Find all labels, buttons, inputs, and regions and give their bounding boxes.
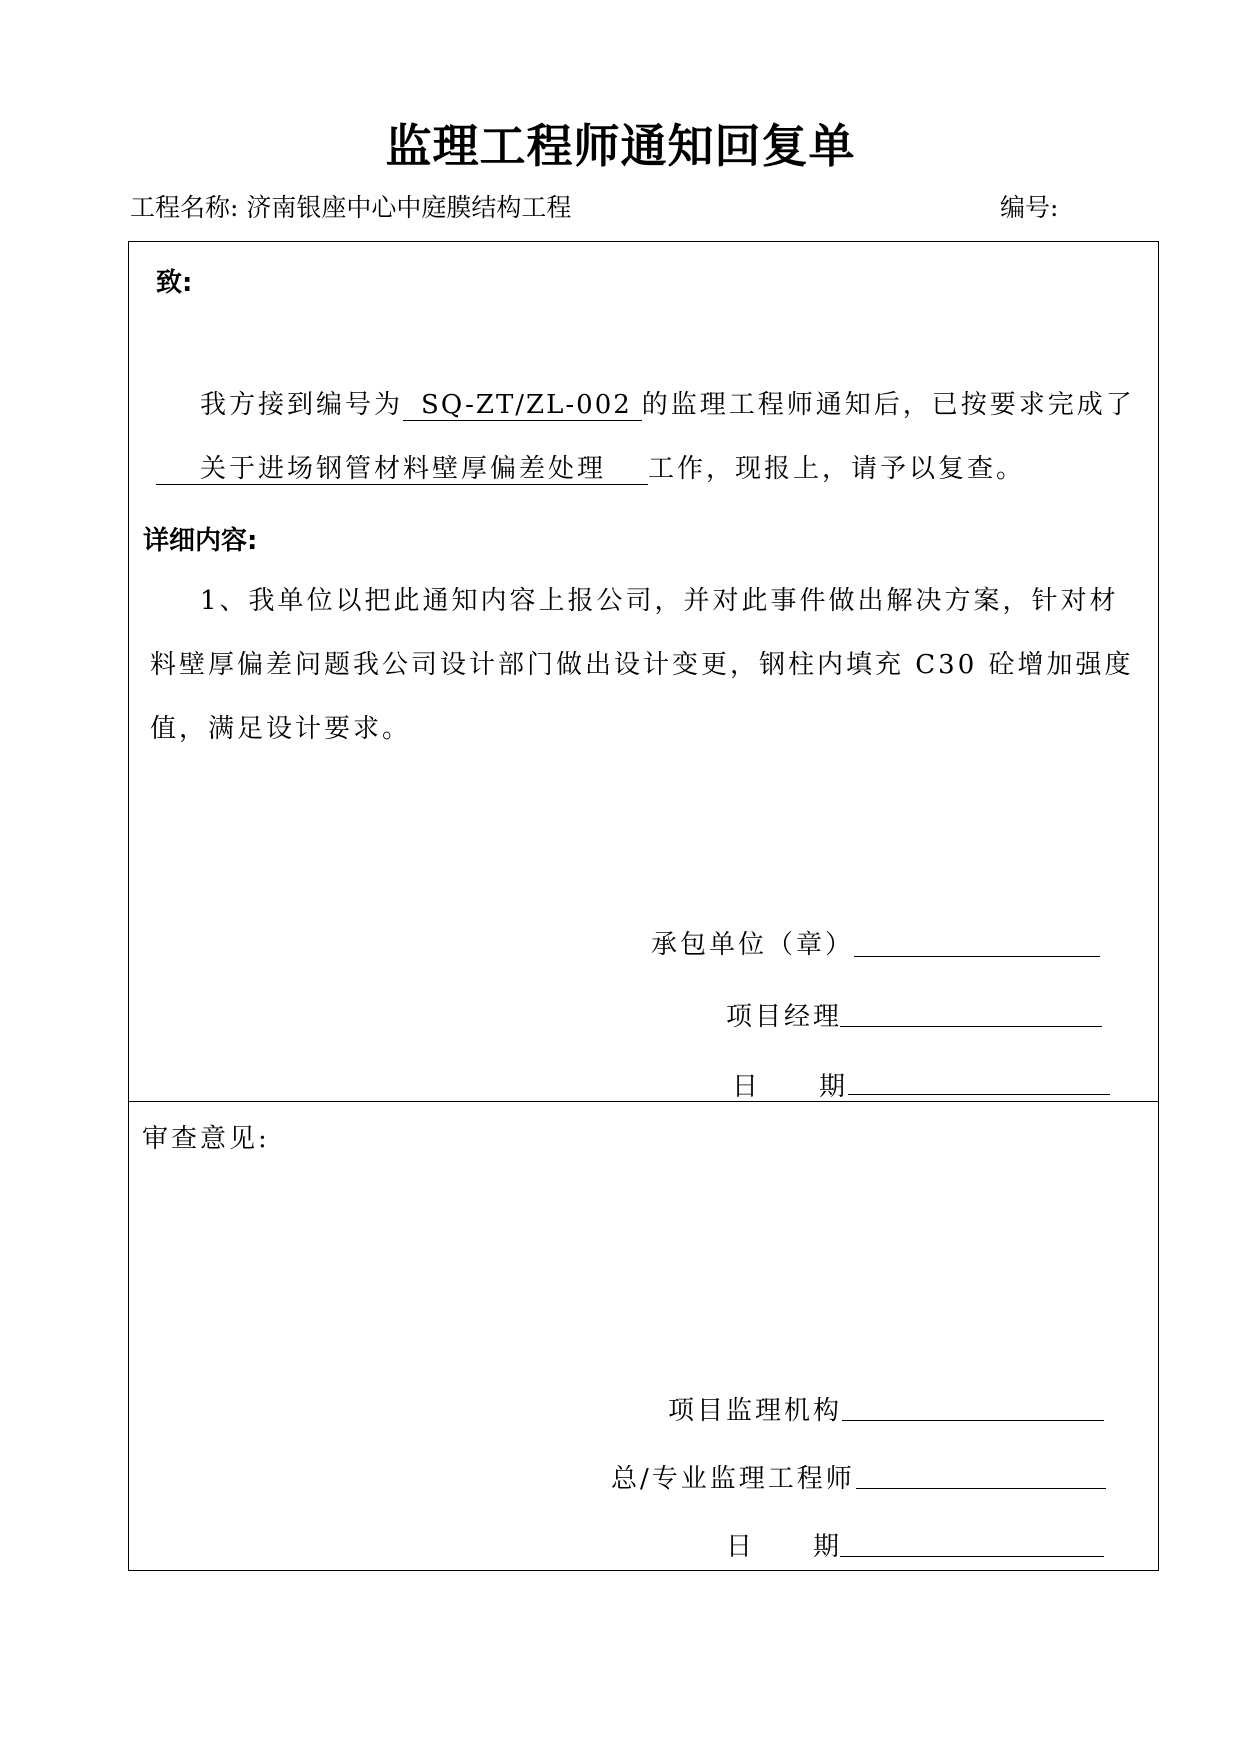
section-divider	[128, 1101, 1159, 1102]
supervision-org-label: 项目监理机构	[668, 1396, 843, 1426]
review-opinion-label: 审查意见:	[142, 1124, 270, 1154]
project-name-line	[130, 192, 571, 224]
project-label: 工程名称:	[130, 193, 239, 222]
project-name: 济南银座中心中庭膜结构工程	[246, 193, 572, 222]
details-label: 详细内容:	[143, 526, 258, 556]
line1-prefix: 我方接到编号为	[200, 390, 404, 420]
review-date-line	[840, 1556, 1104, 1557]
engineer-signature-line	[856, 1488, 1106, 1489]
supervision-org-line	[842, 1420, 1104, 1421]
work-item: 关于进场钢管材料壁厚偏差处理	[156, 454, 648, 485]
reply-line-2	[156, 452, 1025, 486]
form-frame	[128, 241, 1159, 1571]
engineer-label: 总/专业监理工程师	[611, 1464, 855, 1494]
details-line-2: 料壁厚偏差问题我公司设计部门做出设计变更，钢柱内填充 C30 砼增加强度	[150, 650, 1134, 680]
details-line-1: 1、我单位以把此通知内容上报公司，并对此事件做出解决方案，针对材	[200, 586, 1119, 616]
reply-date-line	[848, 1094, 1110, 1095]
line1-suffix: 的监理工程师通知后，已按要求完成了	[641, 390, 1135, 420]
page-title: 监理工程师通知回复单	[385, 119, 856, 173]
manager-label: 项目经理	[726, 1002, 843, 1032]
manager-signature-line	[840, 1026, 1102, 1027]
contractor-signature-line	[854, 956, 1100, 957]
review-date-label: 日 期	[726, 1532, 843, 1562]
details-line-3: 值，满足设计要求。	[150, 714, 412, 744]
reply-line-1	[200, 388, 1135, 422]
number-label: 编号:	[1000, 193, 1059, 222]
to-label: 致:	[156, 268, 193, 298]
contractor-label: 承包单位（章）	[651, 930, 855, 960]
notice-number: SQ-ZT/ZL-002	[403, 390, 642, 421]
line2-suffix: 工作，现报上，请予以复查。	[648, 454, 1026, 484]
reply-date-label: 日 期	[732, 1072, 849, 1102]
